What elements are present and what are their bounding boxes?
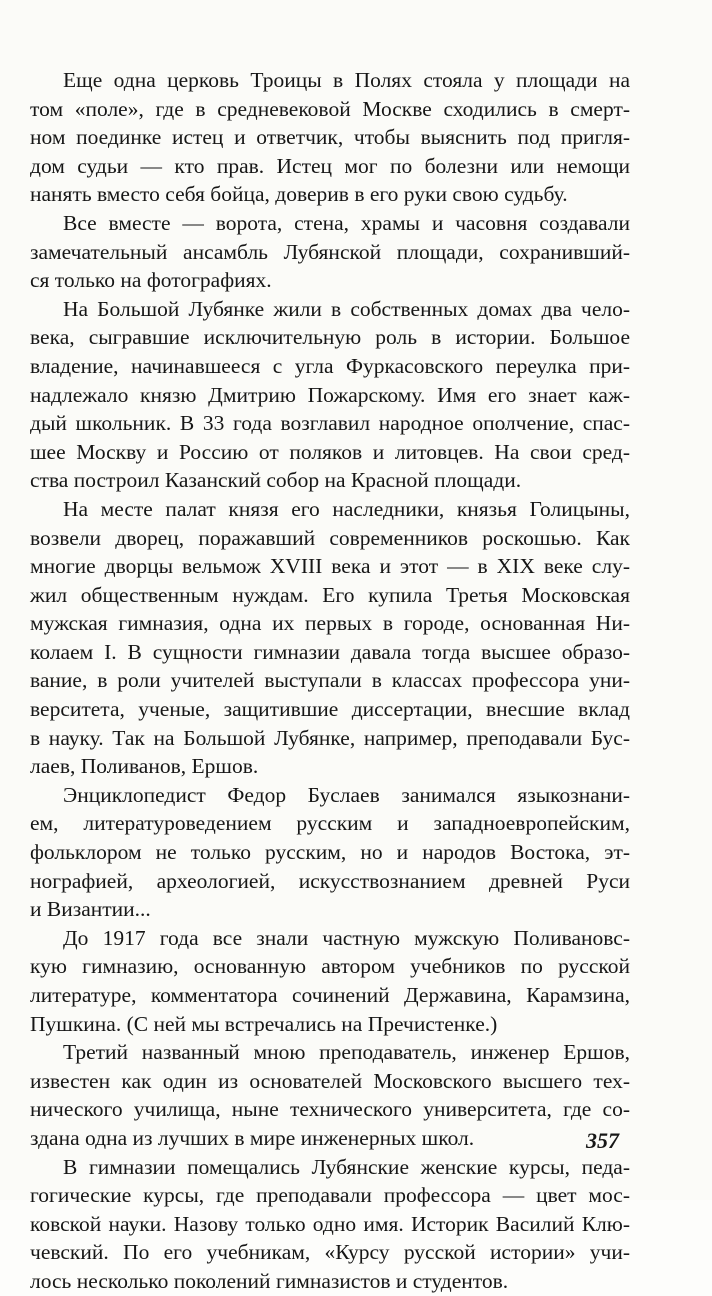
body-text (30, 66, 630, 1296)
text-line: и Византии... (30, 897, 151, 922)
text-line: известен как один из основателей Московского высшего тех- (30, 1068, 630, 1093)
text-line: Пушкина. (С ней мы встречались на Пречистенке.) (30, 1011, 498, 1036)
paragraph (30, 66, 630, 209)
text-line: том «поле», где в средневековой Москве сходились в смерт- (30, 96, 630, 121)
text-line: Энциклопедист Федор Буслаев занимался языкознани- (63, 782, 630, 807)
text-line: лаев, Поливанов, Ершов. (30, 754, 259, 779)
text-line: чевский. По его учебникам, «Курсу русской истории» учи- (30, 1240, 630, 1265)
text-line: надлежало князю Дмитрию Пожарскому. Имя его знает каж- (30, 382, 630, 407)
text-line: замечательный ансамбль Лубянской площади, сохранивший- (30, 239, 630, 264)
text-line: вание, в роли учителей выступали в классах профессора уни- (30, 668, 630, 693)
text-line: жил общественным нуждам. Его купила Третья Московская (30, 582, 630, 607)
text-line: мужская гимназия, одна их первых в городе, основанная Ни- (30, 611, 630, 636)
text-line: литературе, комментатора сочинений Державина, Карамзина, (30, 983, 630, 1007)
text-line: ся только на фотографиях. (30, 268, 272, 293)
text-line: возвели дворец, поражавший современников роскошью. Как (30, 525, 630, 550)
text-line: фольклором не только русским, но и народов Востока, эт- (30, 840, 630, 865)
text-line: На месте палат князя его наследники, князья Голицыны, (63, 496, 630, 521)
text-line: До 1917 года все знали частную мужскую Поливановс- (63, 925, 630, 950)
text-line: гогические курсы, где преподавали профессора — цвет мос- (30, 1183, 630, 1208)
text-line: нического училища, ныне технического университета, где со- (30, 1097, 630, 1122)
text-line: нографией, археологией, искусствознанием древней Руси (30, 868, 630, 893)
text-line: многие дворцы вельмож XVIII века и этот — в XIX веке слу- (30, 554, 630, 579)
text-line: верситета, ученые, защитившие диссертации, внесшие вклад (30, 697, 630, 722)
paragraph (30, 295, 630, 495)
paragraph (30, 209, 630, 295)
text-line: ном поединке истец и ответчик, чтобы выяснить под пригля- (30, 125, 630, 150)
text-line: Все вместе — ворота, стена, храмы и часовня создавали (63, 210, 630, 235)
text-line: кую гимназию, основанную автором учебников по русской (30, 954, 630, 979)
paragraph (30, 924, 630, 1038)
text-line: ем, литературоведением русским и западноевропейским, (30, 811, 630, 836)
text-line: в науку. Так на Большой Лубянке, например, преподавали Бус- (30, 725, 630, 750)
text-line: здана одна из лучших в мире инженерных школ. (30, 1125, 475, 1150)
text-line: На Большой Лубянке жили в собственных домах два чело- (63, 296, 630, 321)
text-line: нанять вместо себя бойца, доверив в его руки свою судьбу. (30, 182, 568, 207)
text-line: Третий названный мною преподаватель, инженер Ершов, (63, 1040, 630, 1065)
paragraph (30, 781, 630, 924)
text-line: века, сыгравшие исключительную роль в истории. Большое (30, 325, 630, 350)
text-line: шее Москву и Россию от поляков и литовцев. На свои сред- (30, 439, 630, 464)
text-line: владение, начинавшееся с угла Фуркасовского переулка при- (30, 353, 630, 378)
paragraph (30, 495, 630, 781)
paragraph (30, 1153, 630, 1296)
text-line: лось несколько поколений гимназистов и студентов. (30, 1268, 509, 1293)
page-number: 357 (586, 1128, 619, 1153)
text-line: ства построил Казанский собор на Красной площади. (30, 468, 522, 493)
text-line: колаем I. В сущности гимназии давала тогда высшее образо- (30, 639, 630, 664)
text-line: ковской науки. Назову только одно имя. Историк Василий Клю- (30, 1211, 630, 1236)
paragraph (30, 1038, 630, 1152)
text-line: Еще одна церковь Троицы в Полях стояла у площади на (63, 68, 630, 92)
text-line: дый школьник. В 33 года возглавил народное ополчение, спас- (30, 411, 630, 436)
text-line: В гимназии помещались Лубянские женские курсы, педа- (63, 1154, 630, 1179)
text-line: дом судьи — кто прав. Истец мог по болезни или немощи (30, 153, 630, 178)
